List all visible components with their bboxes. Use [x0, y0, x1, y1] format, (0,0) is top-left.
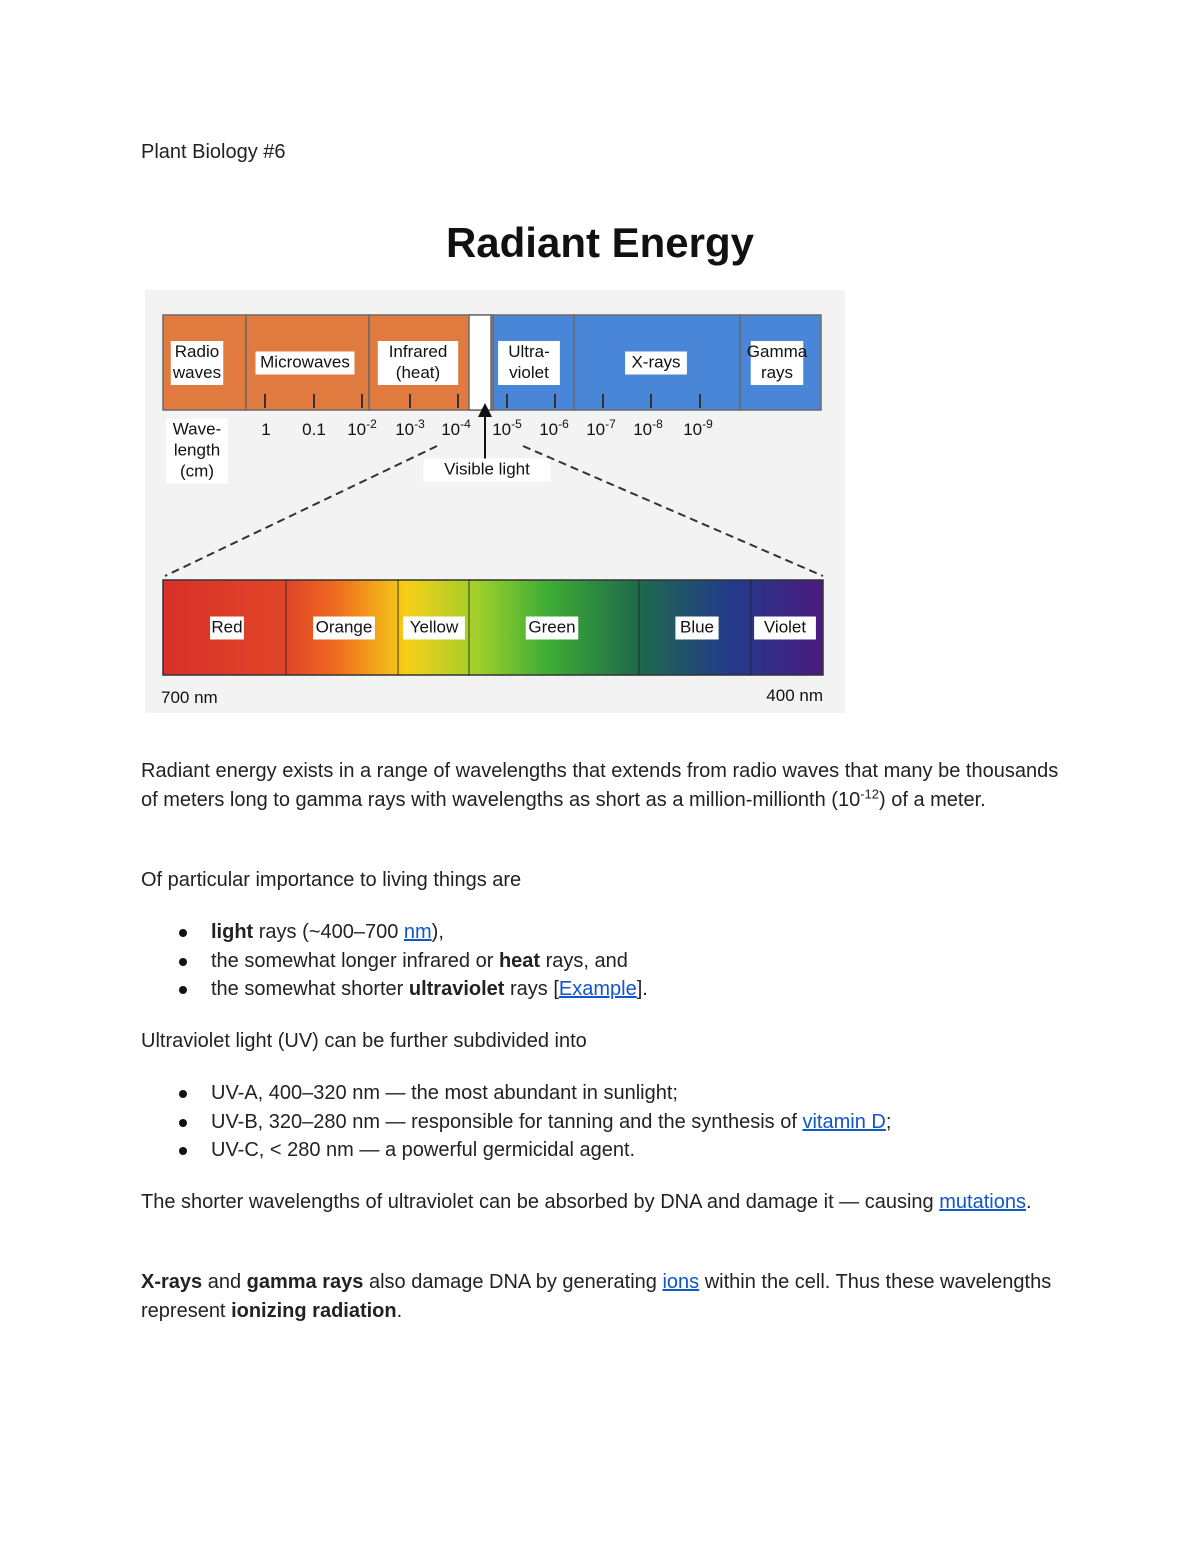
list-item [141, 1136, 1071, 1165]
item-text: UV-B, 320–280 nm — responsible for tanning and the synthesis of [211, 1110, 803, 1133]
band-label-line: X-rays [631, 352, 681, 372]
list-item [141, 947, 1071, 976]
color-label-red-line: Red [211, 617, 243, 637]
band-label [171, 341, 224, 385]
bold-term: ionizing radiation [231, 1299, 397, 1322]
bold-term: light [211, 921, 254, 943]
item-text: ), [431, 921, 444, 943]
intro-exponent: -12 [860, 785, 879, 801]
dna-text: The shorter wavelengths of ultraviolet can be absorbed by DNA and damage it — causing [141, 1191, 940, 1213]
intro-text-a: Radiant energy exists in a range of wavelengths that extends from radio waves that many be thousands of meters long to gamma rays with wavelengths as short as a million-millionth (10 [141, 760, 1059, 811]
band-label [378, 341, 458, 385]
left-wavelength-label: 700 nm [161, 688, 218, 707]
importance-text: Of particular importance to living things are [141, 869, 522, 891]
uv-text: Ultraviolet light (UV) can be further subdivided into [141, 1030, 587, 1052]
ions-link[interactable]: ions [662, 1271, 700, 1293]
tick-label: $10^{-7}$ [586, 417, 616, 439]
example-link[interactable]: Example [558, 978, 637, 1000]
band-label-line: violet [509, 363, 549, 382]
tick-label: $10^{-5}$ [492, 417, 522, 439]
color-label-blue [675, 617, 718, 640]
tick-label: $10^{-2}$ [347, 417, 377, 439]
visible-spectrum-bar [163, 580, 823, 675]
item-text: ]. [636, 978, 648, 1000]
item-text: rays, and [540, 949, 628, 972]
band-label-line: Gamma [746, 342, 808, 361]
item-text: UV-C, < 280 nm — a powerful germicidal agent. [211, 1139, 636, 1161]
band-label-line: (heat) [395, 363, 441, 382]
item-text: rays [ [504, 978, 559, 1000]
band-label [498, 341, 560, 385]
wavelength-axis-label [166, 419, 228, 484]
vitamin-d-link[interactable]: vitamin D [802, 1110, 886, 1133]
bold-term: gamma rays [246, 1271, 364, 1293]
color-label-red [210, 617, 244, 640]
figure-title: Radiant Energy [445, 219, 755, 266]
visible-light-label-line: Visible light [444, 459, 530, 479]
band-label-line: rays [760, 363, 794, 382]
radiant-energy-figure [145, 290, 845, 713]
nm-link[interactable]: nm [403, 921, 432, 943]
importance-paragraph [141, 866, 1071, 895]
list-item [141, 1079, 1071, 1108]
right-wavelength-label: 400 nm [766, 686, 823, 705]
uv-list [141, 1079, 1071, 1165]
dna-text: . [1025, 1191, 1032, 1213]
wavelength-axis-label-line: Wave- [172, 419, 222, 439]
color-label-green [526, 617, 579, 640]
band-label-line: waves [172, 363, 222, 382]
color-label-orange [313, 617, 375, 640]
bold-term: X-rays [141, 1271, 203, 1293]
list-item [141, 975, 1071, 1004]
band-label-line: Infrared [388, 342, 448, 361]
zoom-line-right [523, 446, 823, 576]
tick-label: $10^{-6}$ [539, 417, 569, 439]
ionizing-text: . [396, 1299, 403, 1322]
item-text: the somewhat longer infrared or [211, 949, 499, 972]
ionizing-text: and [202, 1271, 247, 1293]
color-label-violet-line: Violet [763, 617, 807, 637]
tick-label: 1 [261, 420, 271, 439]
band-label [625, 352, 687, 375]
tick-label: 0.1 [302, 420, 326, 439]
list-item [141, 1108, 1071, 1137]
item-text: UV-A, 400–320 nm — the most abundant in sunlight; [211, 1082, 678, 1104]
uv-paragraph [141, 1027, 1071, 1056]
visible-slot [469, 315, 491, 410]
color-label-violet [754, 617, 816, 640]
item-text: rays (~400–700 [253, 921, 404, 943]
tick-label: $10^{-4}$ [441, 417, 471, 439]
visible-light-label [424, 459, 551, 482]
color-label-orange-line: Orange [315, 617, 373, 637]
band-label [747, 341, 808, 385]
item-text: the somewhat shorter [211, 978, 409, 1000]
color-label-yellow-line: Yellow [409, 617, 459, 637]
color-label-blue-line: Blue [679, 617, 715, 637]
document-header: Plant Biology #6 [141, 141, 286, 163]
importance-list [141, 918, 1071, 1004]
item-text: ; [885, 1110, 892, 1133]
band-label [256, 352, 355, 375]
intro-text-b: ) of a meter. [879, 788, 986, 811]
wavelength-axis-label-line: (cm) [180, 461, 214, 481]
bold-term: ultraviolet [408, 978, 505, 1000]
spectrum-diagram [145, 290, 845, 713]
color-label-green-line: Green [528, 617, 576, 637]
color-label-yellow [403, 617, 465, 640]
wavelength-axis-label-line: length [173, 440, 221, 460]
band-label-line: Radio [174, 342, 220, 361]
list-item [141, 918, 1071, 947]
intro-paragraph [141, 757, 1071, 814]
mutations-link[interactable]: mutations [939, 1191, 1026, 1213]
tick-label: $10^{-9}$ [683, 417, 713, 439]
tick-label: $10^{-8}$ [633, 417, 663, 439]
dna-paragraph [141, 1188, 1071, 1217]
tick-label: $10^{-3}$ [395, 417, 425, 439]
band-label-line: Ultra- [508, 342, 550, 361]
ionizing-text: also damage DNA by generating [363, 1271, 663, 1293]
ionizing-text: within the cell. Thus these wavelengths represent [141, 1271, 1052, 1322]
bold-term: heat [498, 949, 541, 972]
band-label-line: Microwaves [260, 352, 350, 372]
ionizing-paragraph [141, 1268, 1071, 1325]
